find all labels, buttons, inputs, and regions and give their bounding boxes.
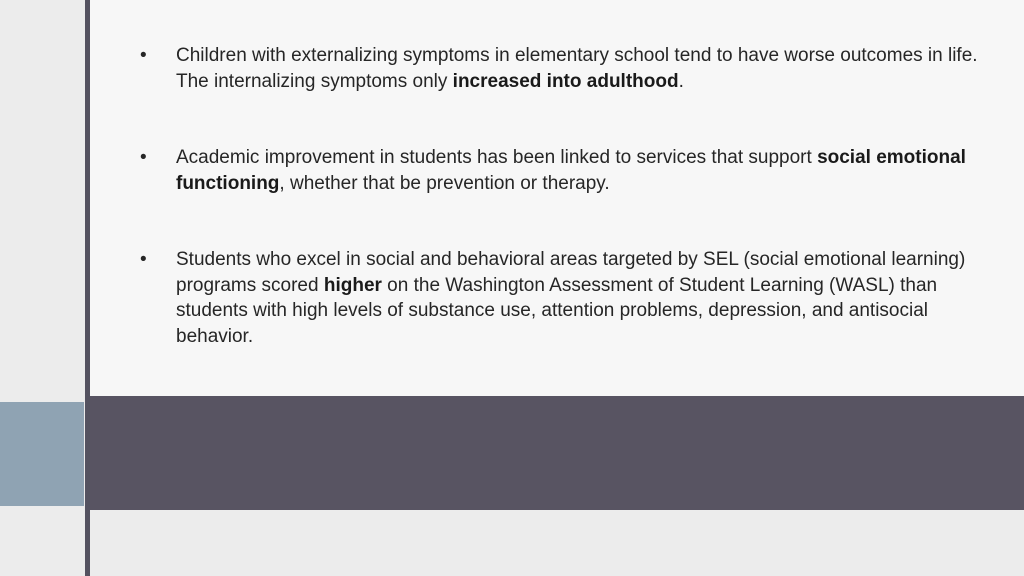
left-accent-block — [0, 402, 84, 506]
bullet-dot: • — [140, 147, 147, 168]
bullet-item — [134, 43, 984, 94]
footer-band — [90, 396, 1024, 510]
bullet-text-segment: , whether that be prevention or therapy. — [279, 172, 610, 194]
bullet-text-1 — [176, 45, 978, 92]
bullet-emphasis: higher — [323, 274, 382, 296]
bullet-list — [134, 43, 984, 349]
bottom-strip — [90, 510, 1024, 576]
bullet-text-segment: Academic improvement in students has been linked to services that support — [176, 147, 818, 168]
bullet-item — [134, 247, 984, 349]
bullet-item — [134, 145, 984, 196]
bullet-emphasis: increased into adulthood — [452, 70, 679, 92]
bullet-text-segment: . — [678, 70, 684, 92]
bullet-emphasis: social emotional functioning — [176, 147, 966, 194]
bullet-text-2 — [176, 147, 966, 194]
bullet-text-segment: Children with externalizing symptoms in elementary school tend to have worse outcomes in life. The internalizing symptoms only — [176, 45, 978, 92]
bullet-dot: • — [140, 45, 147, 66]
bullet-dot: • — [140, 249, 147, 270]
bullet-text-segment: on the Washington Assessment of Student Learning (WASL) than students with high levels of substance use, attention problems, depression, and antisocial behavior. — [176, 274, 938, 347]
bullet-text-3 — [176, 249, 965, 347]
bullet-text-segment: Students who excel in social and behavioral areas targeted by SEL (social emotional learning) programs scored — [176, 249, 966, 296]
